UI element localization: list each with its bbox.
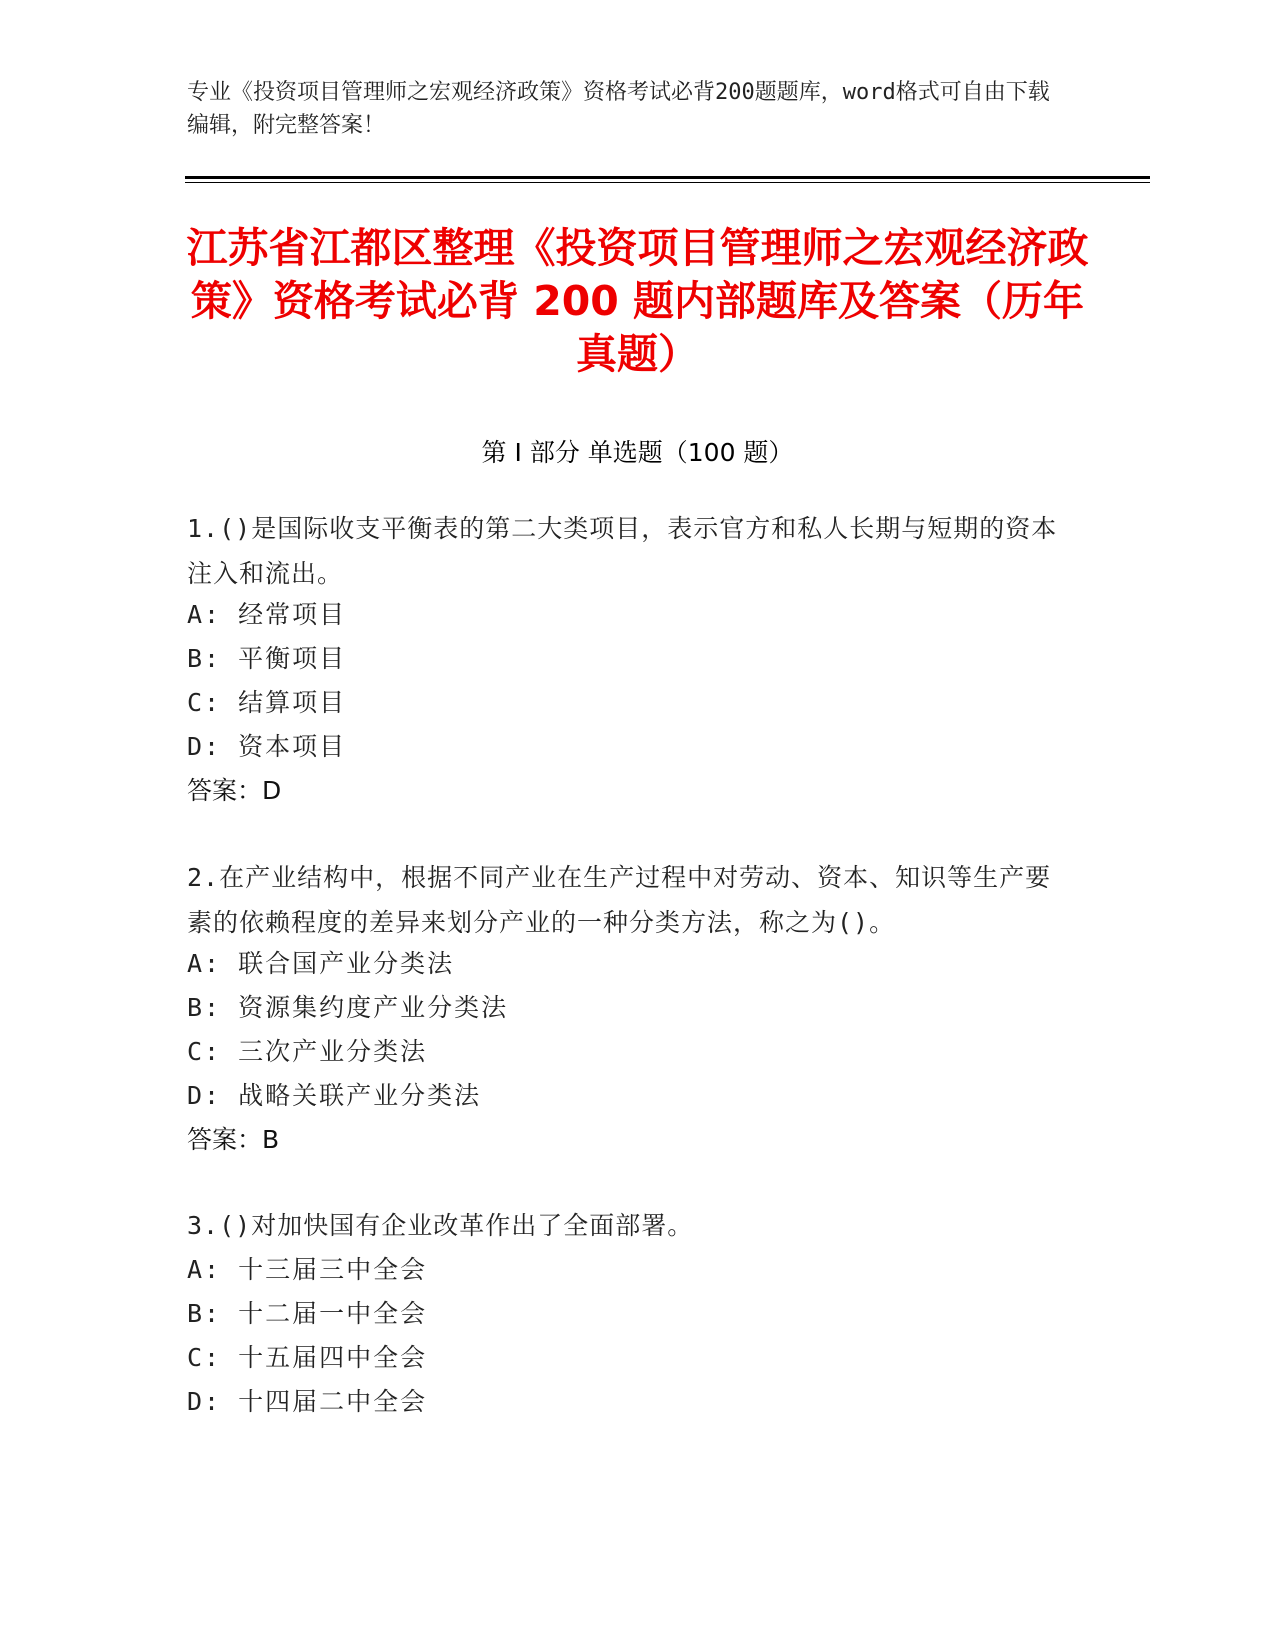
question-3-option-a: A: 十三届三中全会 bbox=[187, 1255, 428, 1284]
question-2-option-b: B: 资源集约度产业分类法 bbox=[187, 993, 509, 1022]
question-3-stem: 3.()对加快国有企业改革作出了全面部署。 bbox=[187, 1211, 694, 1240]
document-title: 江苏省江都区整理《投资项目管理师之宏观经济政策》资格考试必背 200 题内部题库及答案（历年真题） bbox=[186, 224, 1089, 378]
question-3-option-b: B: 十二届一中全会 bbox=[187, 1299, 428, 1328]
question-2-option-a: A: 联合国产业分类法 bbox=[187, 949, 455, 978]
question-1-option-d: D: 资本项目 bbox=[187, 732, 347, 761]
question-2-stem: 2.在产业结构中，根据不同产业在生产过程中对劳动、资本、知识等生产要素的依赖程度的差异来划分产业的一种分类方法，称之为()。 bbox=[187, 863, 1052, 937]
section-title: 第 I 部分 单选题（100 题） bbox=[481, 438, 794, 467]
question-2-option-c: C: 三次产业分类法 bbox=[187, 1037, 428, 1066]
question-1-stem: 1.()是国际收支平衡表的第二大类项目，表示官方和私人长期与短期的资本注入和流出。 bbox=[187, 514, 1058, 588]
question-1-answer: 答案：D bbox=[187, 776, 282, 805]
question-1-option-b: B: 平衡项目 bbox=[187, 644, 347, 673]
question-2-answer: 答案：B bbox=[187, 1125, 280, 1154]
header-rule-thin bbox=[185, 182, 1150, 183]
question-2-option-d: D: 战略关联产业分类法 bbox=[187, 1081, 482, 1110]
header-rule-thick bbox=[185, 176, 1150, 179]
question-1-option-a: A: 经常项目 bbox=[187, 600, 347, 629]
question-3-option-d: D: 十四届二中全会 bbox=[187, 1387, 428, 1416]
question-1-option-c: C: 结算项目 bbox=[187, 688, 347, 717]
header-note: 专业《投资项目管理师之宏观经济政策》资格考试必背200题题库，word格式可自由下载编辑，附完整答案！ bbox=[187, 80, 1050, 138]
question-3-option-c: C: 十五届四中全会 bbox=[187, 1343, 428, 1372]
